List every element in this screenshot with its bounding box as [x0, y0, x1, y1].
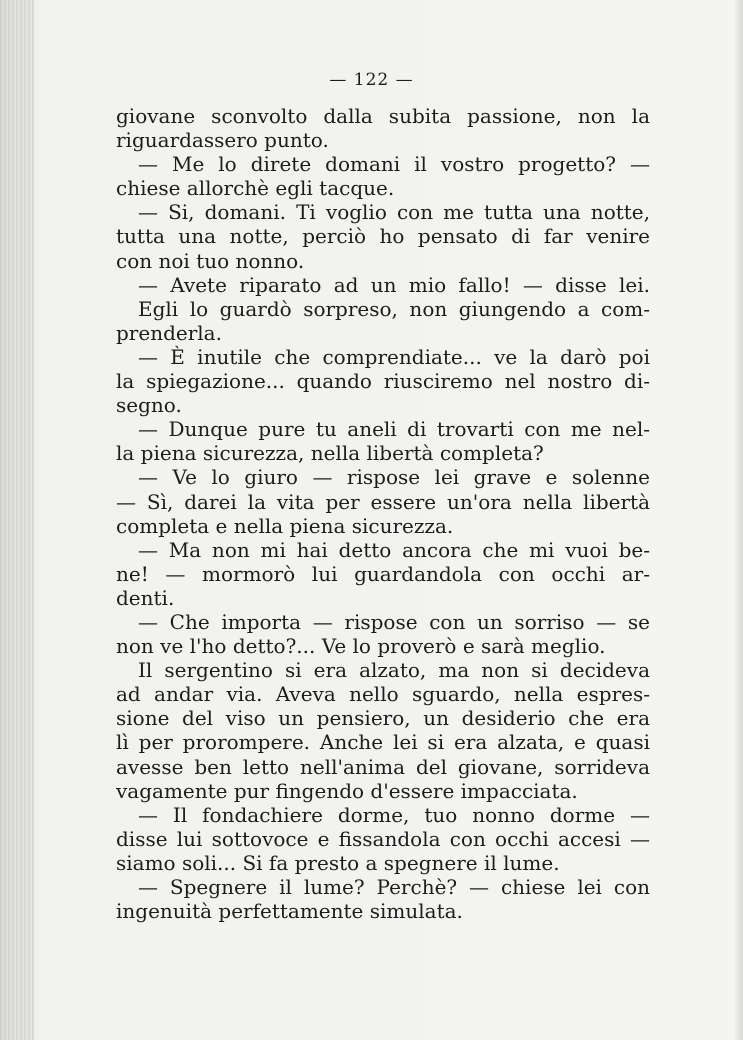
text-line: Il sergentino si era alzato, ma non si decideva	[138, 658, 650, 683]
text-line: non ve l'ho detto?... Ve lo proverò e sarà meglio.	[116, 634, 606, 659]
text-line: con noi tuo nonno.	[116, 248, 305, 273]
text-line: avesse ben letto nell'anima del giovane, sorrideva	[116, 754, 650, 779]
text-line: completa e nella piena sicurezza.	[116, 513, 454, 538]
body-text	[116, 104, 650, 923]
text-line: — Me lo direte domani il vostro progetto? —	[138, 152, 650, 177]
text-line: disse lui sottovoce e fissandola con occhi accesi —	[116, 826, 650, 851]
text-line: — Ve lo giuro — rispose lei grave e solenne	[138, 465, 650, 490]
text-line: riguardassero punto.	[116, 128, 329, 153]
text-line: chiese allorchè egli tacque.	[116, 176, 395, 201]
text-line: segno.	[116, 393, 182, 418]
text-line: sione del viso un pensiero, un desiderio che era	[116, 706, 650, 731]
book-gutter	[0, 0, 34, 1040]
text-line: — Spegnere il lume? Perchè? — chiese lei con	[138, 875, 650, 899]
text-line: — Si, domani. Ti voglio con me tutta una notte,	[138, 200, 650, 225]
text-line: giovane sconvolto dalla subita passione, non la	[116, 104, 650, 128]
text-line: ne! — mormorò lui guardandola con occhi ar-	[116, 561, 650, 586]
page-number: — 122 —	[329, 70, 414, 90]
text-line: ingenuità perfettamente simulata.	[116, 899, 463, 924]
text-line: — Ma non mi hai detto ancora che mi vuoi be-	[138, 537, 650, 562]
text-line: Egli lo guardò sorpreso, non giungendo a com-	[138, 296, 650, 321]
text-line: tutta una notte, perciò ho pensato di far venire	[116, 224, 650, 249]
text-line: — Avete riparato ad un mio fallo! — disse lei.	[138, 272, 650, 297]
text-line: lì per prorompere. Anche lei si era alzata, e quasi	[116, 730, 650, 755]
text-line: — Che importa — rispose con un sorriso — se	[138, 609, 650, 634]
text-line: — È inutile che comprendiate... ve la darò poi	[138, 344, 650, 369]
text-line: la piena sicurezza, nella libertà completa?	[116, 441, 544, 466]
text-line: ad andar via. Aveva nello sguardo, nella espres-	[116, 682, 650, 707]
text-line: denti.	[116, 585, 175, 610]
text-line: siamo soli... Si fa presto a spegnere il lume.	[116, 850, 560, 875]
page-edge	[735, 0, 743, 1040]
text-line: — Il fondachiere dorme, tuo nonno dorme —	[138, 802, 650, 827]
text-line: — Sì, darei la vita per essere un'ora nella libertà	[116, 489, 650, 514]
text-line: — Dunque pure tu aneli di trovarti con me nel-	[138, 417, 650, 442]
text-line: vagamente pur fingendo d'essere impacciata.	[116, 778, 578, 803]
text-line: prenderla.	[116, 320, 222, 345]
text-line: la spiegazione... quando riusciremo nel nostro di-	[116, 369, 650, 394]
